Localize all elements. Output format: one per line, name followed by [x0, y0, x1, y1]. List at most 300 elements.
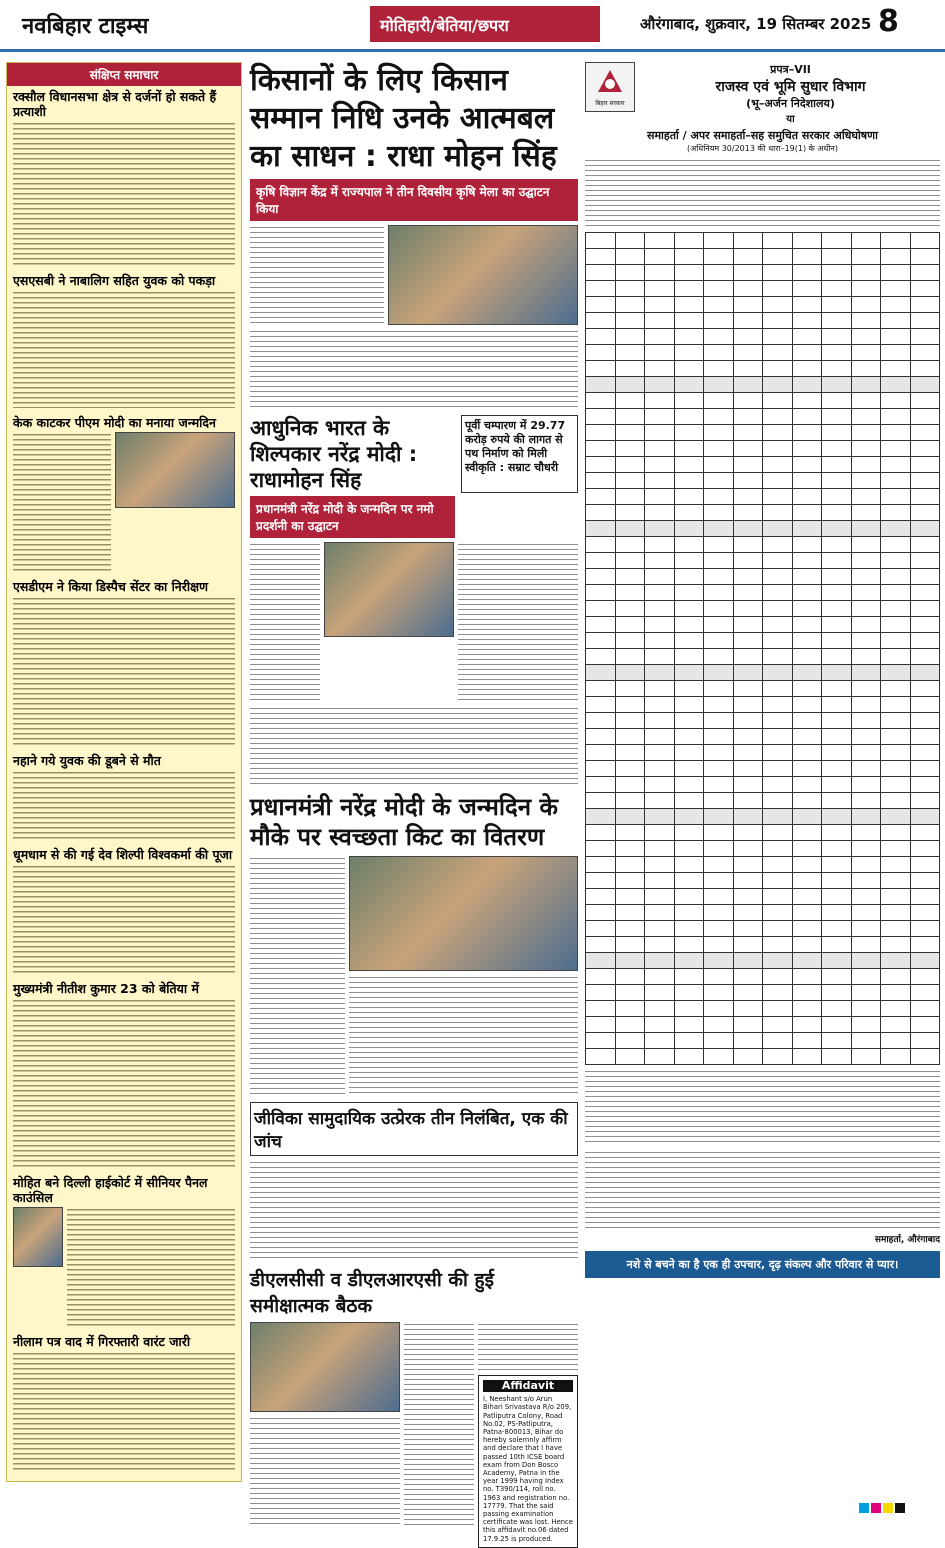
table-cell	[733, 601, 763, 617]
table-cell	[586, 1033, 616, 1049]
table-cell	[822, 841, 852, 857]
table-cell	[881, 857, 911, 873]
table-cell	[763, 985, 793, 1001]
black-swatch	[895, 1503, 905, 1513]
table-cell	[674, 569, 704, 585]
table-row	[586, 969, 940, 985]
table-row	[586, 841, 940, 857]
table-cell	[792, 585, 822, 601]
lead-photo	[388, 225, 578, 325]
table-cell	[586, 761, 616, 777]
brief-story	[7, 1172, 241, 1331]
table-cell	[586, 697, 616, 713]
table-cell	[645, 537, 675, 553]
table-cell	[763, 665, 793, 681]
table-row	[586, 713, 940, 729]
table-row	[586, 249, 940, 265]
table-cell	[704, 729, 734, 745]
dateline: औरंगाबाद, शुक्रवार, 19 सितम्बर 2025	[640, 15, 872, 33]
table-cell	[851, 665, 881, 681]
table-cell	[645, 825, 675, 841]
table-cell	[910, 1017, 940, 1033]
table-cell	[615, 505, 645, 521]
table-cell	[733, 697, 763, 713]
table-cell	[645, 777, 675, 793]
table-cell	[792, 249, 822, 265]
page-header	[0, 0, 945, 52]
table-cell	[881, 521, 911, 537]
table-cell	[822, 665, 852, 681]
table-cell	[763, 249, 793, 265]
table-cell	[615, 1033, 645, 1049]
table-cell	[704, 425, 734, 441]
table-row	[586, 457, 940, 473]
table-cell	[763, 649, 793, 665]
table-cell	[645, 441, 675, 457]
table-cell	[881, 809, 911, 825]
table-cell	[674, 233, 704, 249]
table-row	[586, 569, 940, 585]
brief-story	[7, 270, 241, 412]
table-cell	[851, 361, 881, 377]
table-cell	[704, 297, 734, 313]
table-cell	[674, 713, 704, 729]
table-cell	[586, 713, 616, 729]
table-cell	[822, 377, 852, 393]
table-cell	[615, 873, 645, 889]
table-cell	[733, 665, 763, 681]
table-cell	[615, 425, 645, 441]
table-row	[586, 793, 940, 809]
table-cell	[586, 1001, 616, 1017]
table-cell	[910, 841, 940, 857]
table-cell	[645, 521, 675, 537]
table-cell	[586, 745, 616, 761]
land-acquisition-notice	[585, 62, 940, 1502]
table-cell	[586, 873, 616, 889]
brief-story	[7, 1331, 241, 1475]
table-cell	[792, 889, 822, 905]
table-cell	[674, 681, 704, 697]
table-cell	[704, 921, 734, 937]
table-cell	[645, 313, 675, 329]
column-title: संक्षिप्त समाचार	[7, 63, 241, 86]
table-row	[586, 409, 940, 425]
table-cell	[704, 777, 734, 793]
table-cell	[851, 249, 881, 265]
table-cell	[851, 937, 881, 953]
table-cell	[704, 649, 734, 665]
section-label: मोतिहारी/बेतिया/छपरा	[370, 6, 600, 42]
table-cell	[733, 585, 763, 601]
table-cell	[615, 297, 645, 313]
table-cell	[792, 345, 822, 361]
table-row	[586, 665, 940, 681]
table-cell	[792, 969, 822, 985]
table-cell	[586, 601, 616, 617]
table-cell	[674, 841, 704, 857]
table-cell	[645, 665, 675, 681]
table-cell	[822, 825, 852, 841]
table-cell	[792, 633, 822, 649]
table-cell	[645, 793, 675, 809]
table-cell	[704, 873, 734, 889]
table-row	[586, 489, 940, 505]
table-cell	[615, 857, 645, 873]
table-cell	[910, 633, 940, 649]
table-cell	[851, 457, 881, 473]
table-cell	[881, 985, 911, 1001]
table-cell	[763, 1033, 793, 1049]
table-cell	[822, 713, 852, 729]
table-cell	[586, 729, 616, 745]
table-cell	[763, 633, 793, 649]
table-cell	[733, 777, 763, 793]
table-cell	[881, 793, 911, 809]
table-cell	[881, 681, 911, 697]
table-cell	[645, 489, 675, 505]
table-cell	[910, 393, 940, 409]
table-cell	[674, 377, 704, 393]
table-cell	[733, 1033, 763, 1049]
table-cell	[645, 873, 675, 889]
table-cell	[910, 537, 940, 553]
table-cell	[674, 249, 704, 265]
table-cell	[645, 697, 675, 713]
table-cell	[586, 841, 616, 857]
table-cell	[674, 937, 704, 953]
table-cell	[881, 617, 911, 633]
table-cell	[910, 265, 940, 281]
table-cell	[792, 537, 822, 553]
table-cell	[822, 649, 852, 665]
table-cell	[733, 537, 763, 553]
table-cell	[910, 777, 940, 793]
table-cell	[822, 601, 852, 617]
table-cell	[792, 729, 822, 745]
table-cell	[586, 297, 616, 313]
table-cell	[851, 985, 881, 1001]
table-row	[586, 505, 940, 521]
table-row	[586, 617, 940, 633]
table-cell	[733, 457, 763, 473]
table-cell	[733, 905, 763, 921]
table-cell	[851, 1017, 881, 1033]
table-cell	[822, 921, 852, 937]
table-cell	[792, 1033, 822, 1049]
table-cell	[910, 745, 940, 761]
table-cell	[674, 345, 704, 361]
table-cell	[586, 361, 616, 377]
table-row	[586, 745, 940, 761]
table-cell	[822, 889, 852, 905]
table-cell	[822, 953, 852, 969]
table-cell	[910, 409, 940, 425]
table-cell	[733, 1017, 763, 1033]
table-cell	[910, 585, 940, 601]
table-cell	[763, 425, 793, 441]
yellow-swatch	[883, 1503, 893, 1513]
table-cell	[763, 921, 793, 937]
table-row	[586, 681, 940, 697]
table-cell	[733, 553, 763, 569]
table-cell	[645, 745, 675, 761]
table-cell	[851, 1049, 881, 1065]
table-cell	[674, 889, 704, 905]
table-cell	[733, 297, 763, 313]
table-cell	[881, 329, 911, 345]
table-cell	[733, 825, 763, 841]
table-cell	[910, 345, 940, 361]
table-cell	[792, 505, 822, 521]
table-cell	[881, 665, 911, 681]
table-cell	[645, 249, 675, 265]
table-cell	[733, 409, 763, 425]
table-cell	[733, 841, 763, 857]
table-cell	[881, 633, 911, 649]
table-cell	[615, 777, 645, 793]
table-cell	[910, 329, 940, 345]
table-cell	[674, 665, 704, 681]
table-cell	[674, 857, 704, 873]
table-row	[586, 313, 940, 329]
table-cell	[733, 633, 763, 649]
affidavit-text: I, Neeshant s/o Arun Bihari Srivastava R/o 209, Patliputra Colony, Road No.02, PS-Patliputra, Patna-800013, Bihar do hereby solemnly affirm and declare that I have passed 10th ICSE board exam from Don Bosco Academy, Patna in the year 1999 having Index no. T390/114, roll no. 1963 and registration no. 17779. That the said passing examination certificate was lost. Hence this affidavit no.06 dated 17.9.25 is produced.	[483, 1395, 573, 1543]
table-cell	[910, 521, 940, 537]
table-row	[586, 873, 940, 889]
table-cell	[851, 841, 881, 857]
table-cell	[910, 937, 940, 953]
table-cell	[763, 937, 793, 953]
table-cell	[763, 857, 793, 873]
brief-story	[7, 412, 241, 576]
table-cell	[733, 809, 763, 825]
table-cell	[586, 489, 616, 505]
table-cell	[704, 857, 734, 873]
table-cell	[881, 361, 911, 377]
brief-story	[7, 750, 241, 844]
table-cell	[851, 969, 881, 985]
table-cell	[645, 569, 675, 585]
directorate: (भू–अर्जन निदेशालय)	[746, 97, 835, 110]
table-cell	[733, 969, 763, 985]
table-row	[586, 537, 940, 553]
table-cell	[615, 953, 645, 969]
table-cell	[645, 233, 675, 249]
table-cell	[822, 633, 852, 649]
table-cell	[674, 585, 704, 601]
table-cell	[822, 745, 852, 761]
table-cell	[851, 681, 881, 697]
table-cell	[586, 521, 616, 537]
table-cell	[586, 345, 616, 361]
table-cell	[586, 793, 616, 809]
table-cell	[910, 489, 940, 505]
table-cell	[674, 441, 704, 457]
table-cell	[586, 265, 616, 281]
bihar-govt-logo	[585, 62, 635, 112]
table-cell	[615, 361, 645, 377]
table-row	[586, 393, 940, 409]
table-cell	[792, 441, 822, 457]
table-cell	[704, 969, 734, 985]
table-cell	[851, 713, 881, 729]
table-cell	[704, 633, 734, 649]
table-cell	[674, 329, 704, 345]
table-cell	[881, 745, 911, 761]
table-cell	[586, 281, 616, 297]
table-cell	[763, 377, 793, 393]
table-cell	[851, 425, 881, 441]
table-cell	[704, 521, 734, 537]
table-cell	[763, 793, 793, 809]
table-cell	[763, 345, 793, 361]
table-cell	[851, 793, 881, 809]
table-cell	[704, 825, 734, 841]
table-cell	[881, 489, 911, 505]
table-cell	[733, 873, 763, 889]
table-cell	[615, 457, 645, 473]
table-cell	[881, 921, 911, 937]
table-cell	[881, 425, 911, 441]
story-headline: प्रधानमंत्री नरेंद्र मोदी के जन्मदिन के मौके पर स्वच्छता किट का वितरण	[250, 793, 558, 851]
act-reference: (अधिनियम 30/2013 की धारा–19(1) के अधीन)	[687, 144, 838, 153]
table-row	[586, 361, 940, 377]
table-cell	[615, 345, 645, 361]
table-cell	[910, 505, 940, 521]
table-cell	[881, 1049, 911, 1065]
table-cell	[822, 697, 852, 713]
table-cell	[586, 985, 616, 1001]
magenta-swatch	[871, 1503, 881, 1513]
table-cell	[881, 937, 911, 953]
table-cell	[881, 569, 911, 585]
table-cell	[910, 473, 940, 489]
table-cell	[704, 1049, 734, 1065]
table-cell	[792, 1001, 822, 1017]
table-cell	[763, 1001, 793, 1017]
table-cell	[674, 985, 704, 1001]
table-cell	[586, 665, 616, 681]
table-cell	[851, 409, 881, 425]
table-cell	[586, 553, 616, 569]
table-cell	[763, 873, 793, 889]
table-cell	[851, 921, 881, 937]
table-cell	[704, 905, 734, 921]
table-cell	[881, 969, 911, 985]
form-number: प्रपत्र–VII	[770, 63, 811, 76]
brief-story	[7, 844, 241, 978]
table-cell	[674, 553, 704, 569]
table-cell	[674, 697, 704, 713]
table-cell	[645, 329, 675, 345]
table-cell	[645, 905, 675, 921]
table-cell	[615, 729, 645, 745]
story-subhead: प्रधानमंत्री नरेंद्र मोदी के जन्मदिन पर नमो प्रदर्शनी का उद्घाटन	[250, 496, 455, 538]
table-cell	[881, 889, 911, 905]
table-cell	[792, 937, 822, 953]
table-cell	[763, 409, 793, 425]
table-cell	[674, 537, 704, 553]
table-row	[586, 553, 940, 569]
table-cell	[733, 889, 763, 905]
table-cell	[822, 489, 852, 505]
table-cell	[674, 473, 704, 489]
table-cell	[674, 313, 704, 329]
table-cell	[586, 569, 616, 585]
table-cell	[792, 953, 822, 969]
table-cell	[733, 313, 763, 329]
table-cell	[851, 953, 881, 969]
table-cell	[733, 441, 763, 457]
table-row	[586, 889, 940, 905]
table-cell	[704, 1017, 734, 1033]
table-cell	[763, 281, 793, 297]
table-cell	[910, 281, 940, 297]
table-cell	[763, 809, 793, 825]
table-cell	[704, 793, 734, 809]
table-cell	[792, 857, 822, 873]
table-row	[586, 425, 940, 441]
lead-subhead: कृषि विज्ञान केंद्र में राज्यपाल ने तीन दिवसीय कृषि मेला का उद्घाटन किया	[250, 179, 578, 221]
table-cell	[645, 1049, 675, 1065]
table-cell	[763, 521, 793, 537]
table-cell	[645, 409, 675, 425]
table-cell	[704, 937, 734, 953]
affidavit-notice	[478, 1375, 578, 1548]
table-cell	[881, 377, 911, 393]
table-cell	[586, 649, 616, 665]
table-cell	[704, 457, 734, 473]
table-cell	[586, 617, 616, 633]
table-cell	[645, 761, 675, 777]
table-cell	[822, 569, 852, 585]
table-cell	[792, 329, 822, 345]
table-cell	[733, 921, 763, 937]
table-cell	[822, 905, 852, 921]
table-cell	[822, 425, 852, 441]
table-cell	[704, 361, 734, 377]
table-cell	[645, 985, 675, 1001]
land-schedule-table	[585, 232, 940, 1065]
table-cell	[704, 841, 734, 857]
table-cell	[792, 569, 822, 585]
table-cell	[763, 505, 793, 521]
table-cell	[792, 793, 822, 809]
table-cell	[704, 569, 734, 585]
table-cell	[851, 489, 881, 505]
table-cell	[910, 553, 940, 569]
table-cell	[851, 889, 881, 905]
table-cell	[674, 457, 704, 473]
table-cell	[586, 777, 616, 793]
table-cell	[910, 1033, 940, 1049]
table-cell	[822, 297, 852, 313]
table-cell	[851, 617, 881, 633]
table-cell	[586, 937, 616, 953]
table-cell	[792, 425, 822, 441]
table-cell	[792, 553, 822, 569]
table-cell	[645, 553, 675, 569]
table-cell	[792, 649, 822, 665]
table-cell	[910, 249, 940, 265]
table-row	[586, 729, 940, 745]
table-cell	[645, 1033, 675, 1049]
table-cell	[704, 1033, 734, 1049]
table-row	[586, 1001, 940, 1017]
table-cell	[763, 537, 793, 553]
table-cell	[674, 1049, 704, 1065]
